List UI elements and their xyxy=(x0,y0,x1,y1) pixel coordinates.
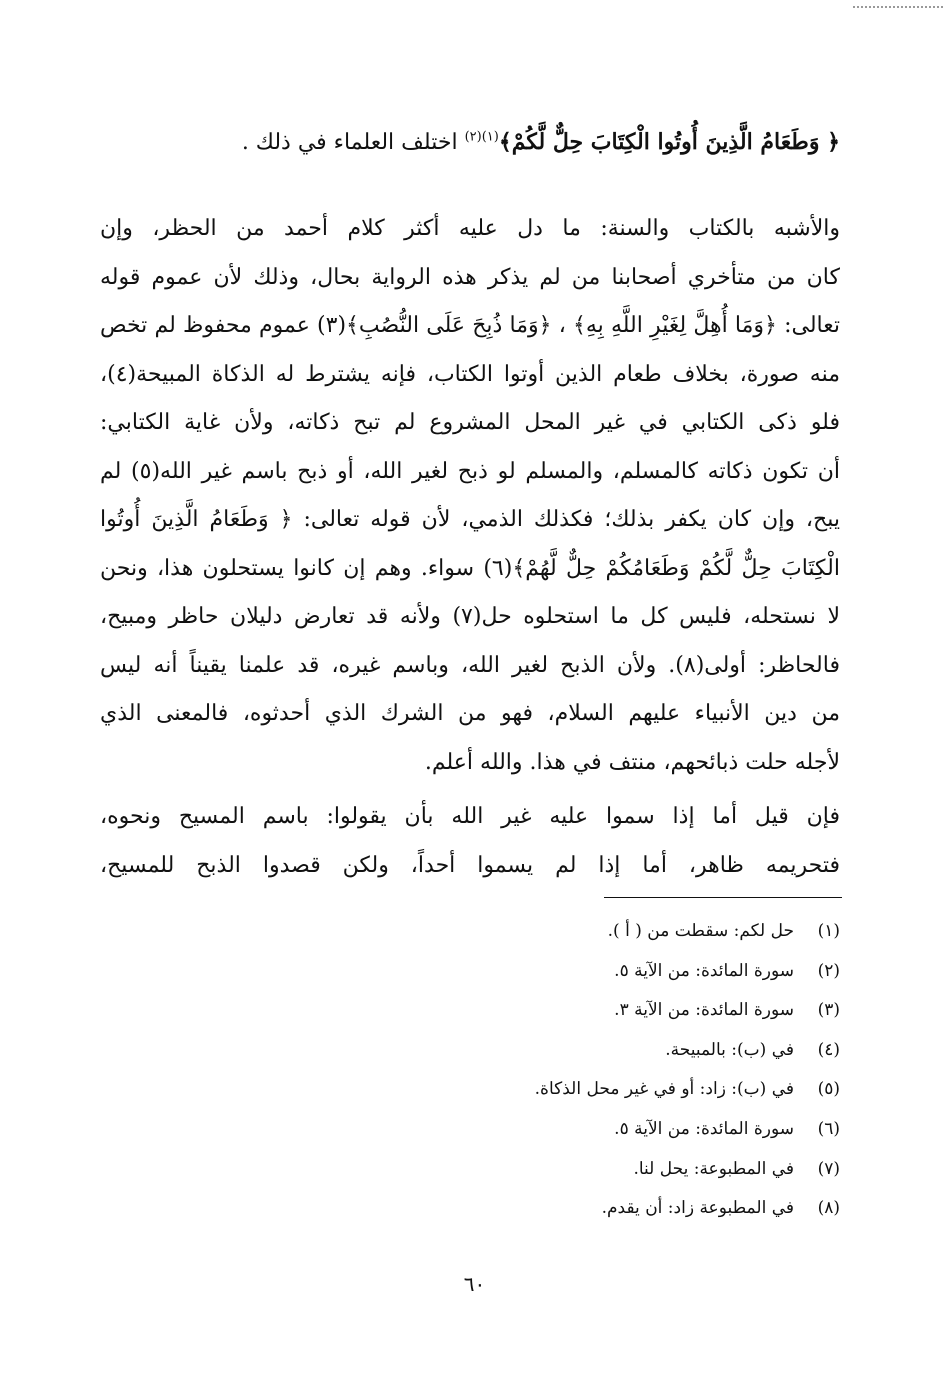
paragraph-2-line: فالحاظر: أولى(٨). ولأن الذبح لغير الله، وباسم غيره، قد علمنا يقيناً أنه ليس xyxy=(100,652,840,678)
paragraph-2-line: أن تكون ذكاته كالمسلم، والمسلم لو ذبح لغير الله، أو ذبح باسم غير الله(٥) لم xyxy=(100,458,840,484)
footnote-number: (٢) xyxy=(817,960,840,981)
footnote-text: في المطبوعة زاد: أن يقدم. xyxy=(601,1198,794,1219)
footnote xyxy=(300,952,840,992)
paragraph-2-line: منه صورة، بخلاف طعام الذين أوتوا الكتاب، فإنه يشترط له الذكاة المبيحة(٤)، xyxy=(100,361,840,387)
paragraph-2-line: لا نستحله، فليس كل ما استحلوه حل(٧) ولأنه قد تعارض دليلان حاظر ومبيح، xyxy=(100,604,840,629)
paragraph-2-line: تعالى: ﴿وَمَا أُهِلَّ لِغَيْرِ اللَّهِ بِهِ﴾ ، ﴿وَمَا ذُبِحَ عَلَى النُّصُبِ﴾(٣) عموم محفوظ لم تخص xyxy=(100,313,840,338)
footnote-text: في (ب): بالمبيحة. xyxy=(665,1039,794,1060)
footnote-number: (٥) xyxy=(817,1079,840,1100)
footnote-number: (٣) xyxy=(817,1000,840,1021)
paragraph-1 xyxy=(100,118,840,167)
footnote xyxy=(300,1150,840,1190)
footnote-number: (٨) xyxy=(817,1198,840,1219)
footnote-text: في المطبوعة: يحل لنا. xyxy=(633,1158,794,1179)
scan-corner-mark xyxy=(853,6,943,12)
page-number: ٦٠ xyxy=(463,1272,486,1296)
paragraph-2-line: الْكِتَابَ حِلٌّ لَّكُمْ وَطَعَامُكُمْ حِلٌّ لَّهُمْ﴾(٦) سواء. وهم إن كانوا يستحلون هذا، ونحن xyxy=(100,555,840,581)
footnote xyxy=(300,1031,840,1071)
footnote xyxy=(300,1189,840,1229)
footnote xyxy=(300,1110,840,1150)
footnote xyxy=(300,991,840,1031)
paragraph-2-line: لأجله حلت ذبائحهم، منتف في هذا. والله أعلم. xyxy=(424,749,840,775)
footnote xyxy=(300,912,840,952)
footnote-number: (٤) xyxy=(817,1039,840,1060)
footnote-ref-1: (١) xyxy=(481,129,499,145)
footnote-text: سورة المائدة: من الآية ٥. xyxy=(614,960,794,981)
footnote-text: في (ب): زاد: أو في غير محل الذكاة. xyxy=(534,1079,794,1100)
paragraph-3-line: فإن قيل أما إذا سموا عليه غير الله بأن يقولوا: باسم المسيح ونحوه، xyxy=(100,804,840,829)
paragraph-2-line: فلو ذكى الكتابي في غير المحل المشروع لم تبح ذكاته، ولأن غاية الكتابي: xyxy=(100,410,840,435)
footnote-ref-2: (٢) xyxy=(464,129,482,145)
paragraph-1-text: اختلف العلماء في ذلك . xyxy=(241,130,465,155)
paragraph-2-line: يبح، وإن كان يكفر بذلك؛ فكذلك الذمي، لأن قوله تعالى: ﴿ وَطَعَامُ الَّذِينَ أُوتُوا xyxy=(100,507,840,532)
footnote-number: (٦) xyxy=(817,1118,840,1139)
footnote-number: (١) xyxy=(817,921,840,941)
footnote-number: (٧) xyxy=(817,1158,840,1179)
paragraph-1-line xyxy=(100,118,840,167)
paragraph-2-line: من دين الأنبياء عليهم السلام، فهو من الشرك الذي أحدثوه، فالمعنى الذي xyxy=(100,701,840,726)
paragraph-2-line: كان من متأخري أصحابنا من لم يذكر هذه الرواية بحال، وذلك لأن عموم قوله xyxy=(100,264,840,290)
footnote xyxy=(300,1070,840,1110)
footnote-separator xyxy=(604,897,842,898)
footnotes xyxy=(300,912,840,1229)
quran-verse: ﴿ وَطَعَامُ الَّذِينَ أُوتُوا الْكِتَابَ حِلٌّ لَّكُمْ﴾ xyxy=(498,129,840,155)
paragraph-2 xyxy=(100,205,840,787)
paragraph-3 xyxy=(100,793,840,890)
paragraph-3-line: فتحريمه ظاهر، أما إذا لم يسموا أحداً، ولكن قصدوا الذبح للمسيح، xyxy=(100,852,840,878)
footnote-text: حل لكم: سقطت من ( أ ). xyxy=(607,921,794,941)
paragraph-2-line: والأشبه بالكتاب والسنة: ما دل عليه أكثر كلام أحمد من الحظر، وإن xyxy=(100,216,840,241)
footnote-text: سورة المائدة: من الآية ٥. xyxy=(614,1118,794,1139)
footnote-text: سورة المائدة: من الآية ٣. xyxy=(614,1000,794,1021)
